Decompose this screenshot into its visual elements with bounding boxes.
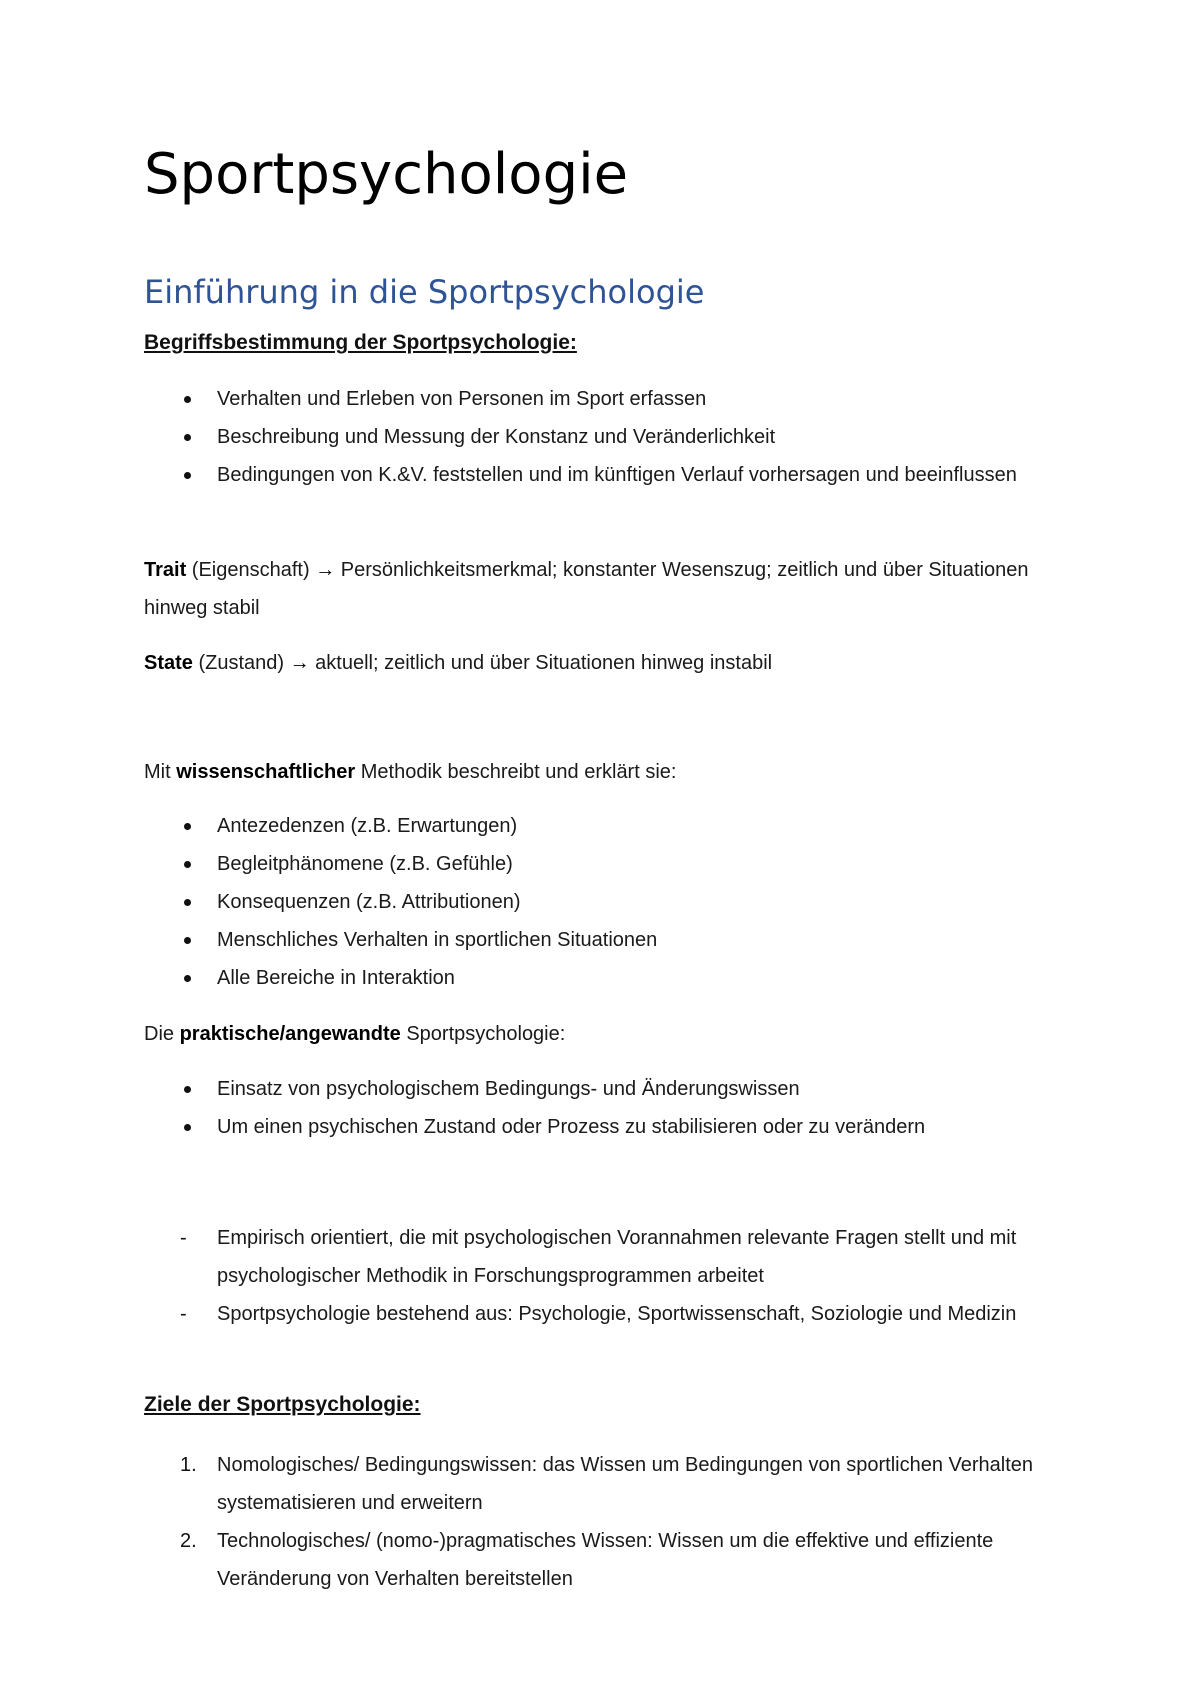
trait-paragraph: Trait (Eigenschaft) → Persönlichkeitsmerkmal; konstanter Wesenszug; zeitlich und über Situationen hinweg stabil (144, 559, 1029, 619)
subheading-goals: Ziele der Sportpsychologie: (144, 1393, 421, 1416)
list-number: 1. (180, 1454, 197, 1476)
list-item: Begleitphänomene (z.B. Gefühle) (144, 845, 1044, 883)
applied-bullet-list (144, 1070, 1044, 1146)
bullet-icon (184, 472, 191, 479)
bullet-icon (184, 1086, 191, 1093)
list-item: Einsatz von psychologischem Bedingungs- und Änderungswissen (144, 1070, 1044, 1108)
list-item: Um einen psychischen Zustand oder Prozess zu stabilisieren oder zu verändern (144, 1108, 1044, 1146)
state-term: State (144, 652, 193, 674)
document-title: Sportpsychologie (144, 142, 629, 207)
bullet-icon (184, 396, 191, 403)
trait-term: Trait (144, 559, 187, 581)
bullet-icon (184, 937, 191, 944)
list-item: Antezedenzen (z.B. Erwartungen) (144, 807, 1044, 845)
section-heading-intro: Einführung in die Sportpsychologie (144, 273, 705, 311)
goals-numbered-list (144, 1446, 1044, 1598)
method-bullet-list (144, 807, 1044, 997)
list-item: Konsequenzen (z.B. Attributionen) (144, 883, 1044, 921)
arrow-right-icon: → (315, 559, 336, 581)
subheading-definition: Begriffsbestimmung der Sportpsychologie: (144, 331, 577, 354)
dash-list (144, 1219, 1044, 1333)
dash-marker: - (180, 1227, 187, 1249)
method-intro-paragraph: Mit wissenschaftlicher Methodik beschreibt und erklärt sie: (144, 761, 677, 783)
state-paragraph: State (Zustand) → aktuell; zeitlich und über Situationen hinweg instabil (144, 652, 773, 674)
list-item: 2. Technologisches/ (nomo-)pragmatisches Wissen: Wissen um die effektive und effiziente Veränderung von Verhalten bereitstellen (144, 1522, 1044, 1598)
definition-bullet-list (144, 380, 1044, 494)
list-item: Menschliches Verhalten in sportlichen Situationen (144, 921, 1044, 959)
bullet-icon (184, 899, 191, 906)
bullet-icon (184, 823, 191, 830)
dash-marker: - (180, 1303, 187, 1325)
bullet-icon (184, 1124, 191, 1131)
bullet-icon (184, 434, 191, 441)
list-item: Alle Bereiche in Interaktion (144, 959, 1044, 997)
arrow-right-icon: → (289, 652, 310, 674)
list-item: 1. Nomologisches/ Bedingungswissen: das Wissen um Bedingungen von sportlichen Verhalten systematisieren und erweitern (144, 1446, 1044, 1522)
list-item: Verhalten und Erleben von Personen im Sport erfassen (144, 380, 1044, 418)
applied-intro-paragraph: Die praktische/angewandte Sportpsychologie: (144, 1023, 566, 1045)
list-number: 2. (180, 1530, 197, 1552)
list-item: - Empirisch orientiert, die mit psychologischen Vorannahmen relevante Fragen stellt und mit psychologischer Methodik in Forschungsprogrammen arbeitet (144, 1219, 1044, 1295)
list-item: Bedingungen von K.&V. feststellen und im künftigen Verlauf vorhersagen und beeinflussen (144, 456, 1044, 494)
list-item: Beschreibung und Messung der Konstanz und Veränderlichkeit (144, 418, 1044, 456)
list-item: - Sportpsychologie bestehend aus: Psychologie, Sportwissenschaft, Soziologie und Medizin (144, 1295, 1044, 1333)
bullet-icon (184, 861, 191, 868)
bullet-icon (184, 975, 191, 982)
